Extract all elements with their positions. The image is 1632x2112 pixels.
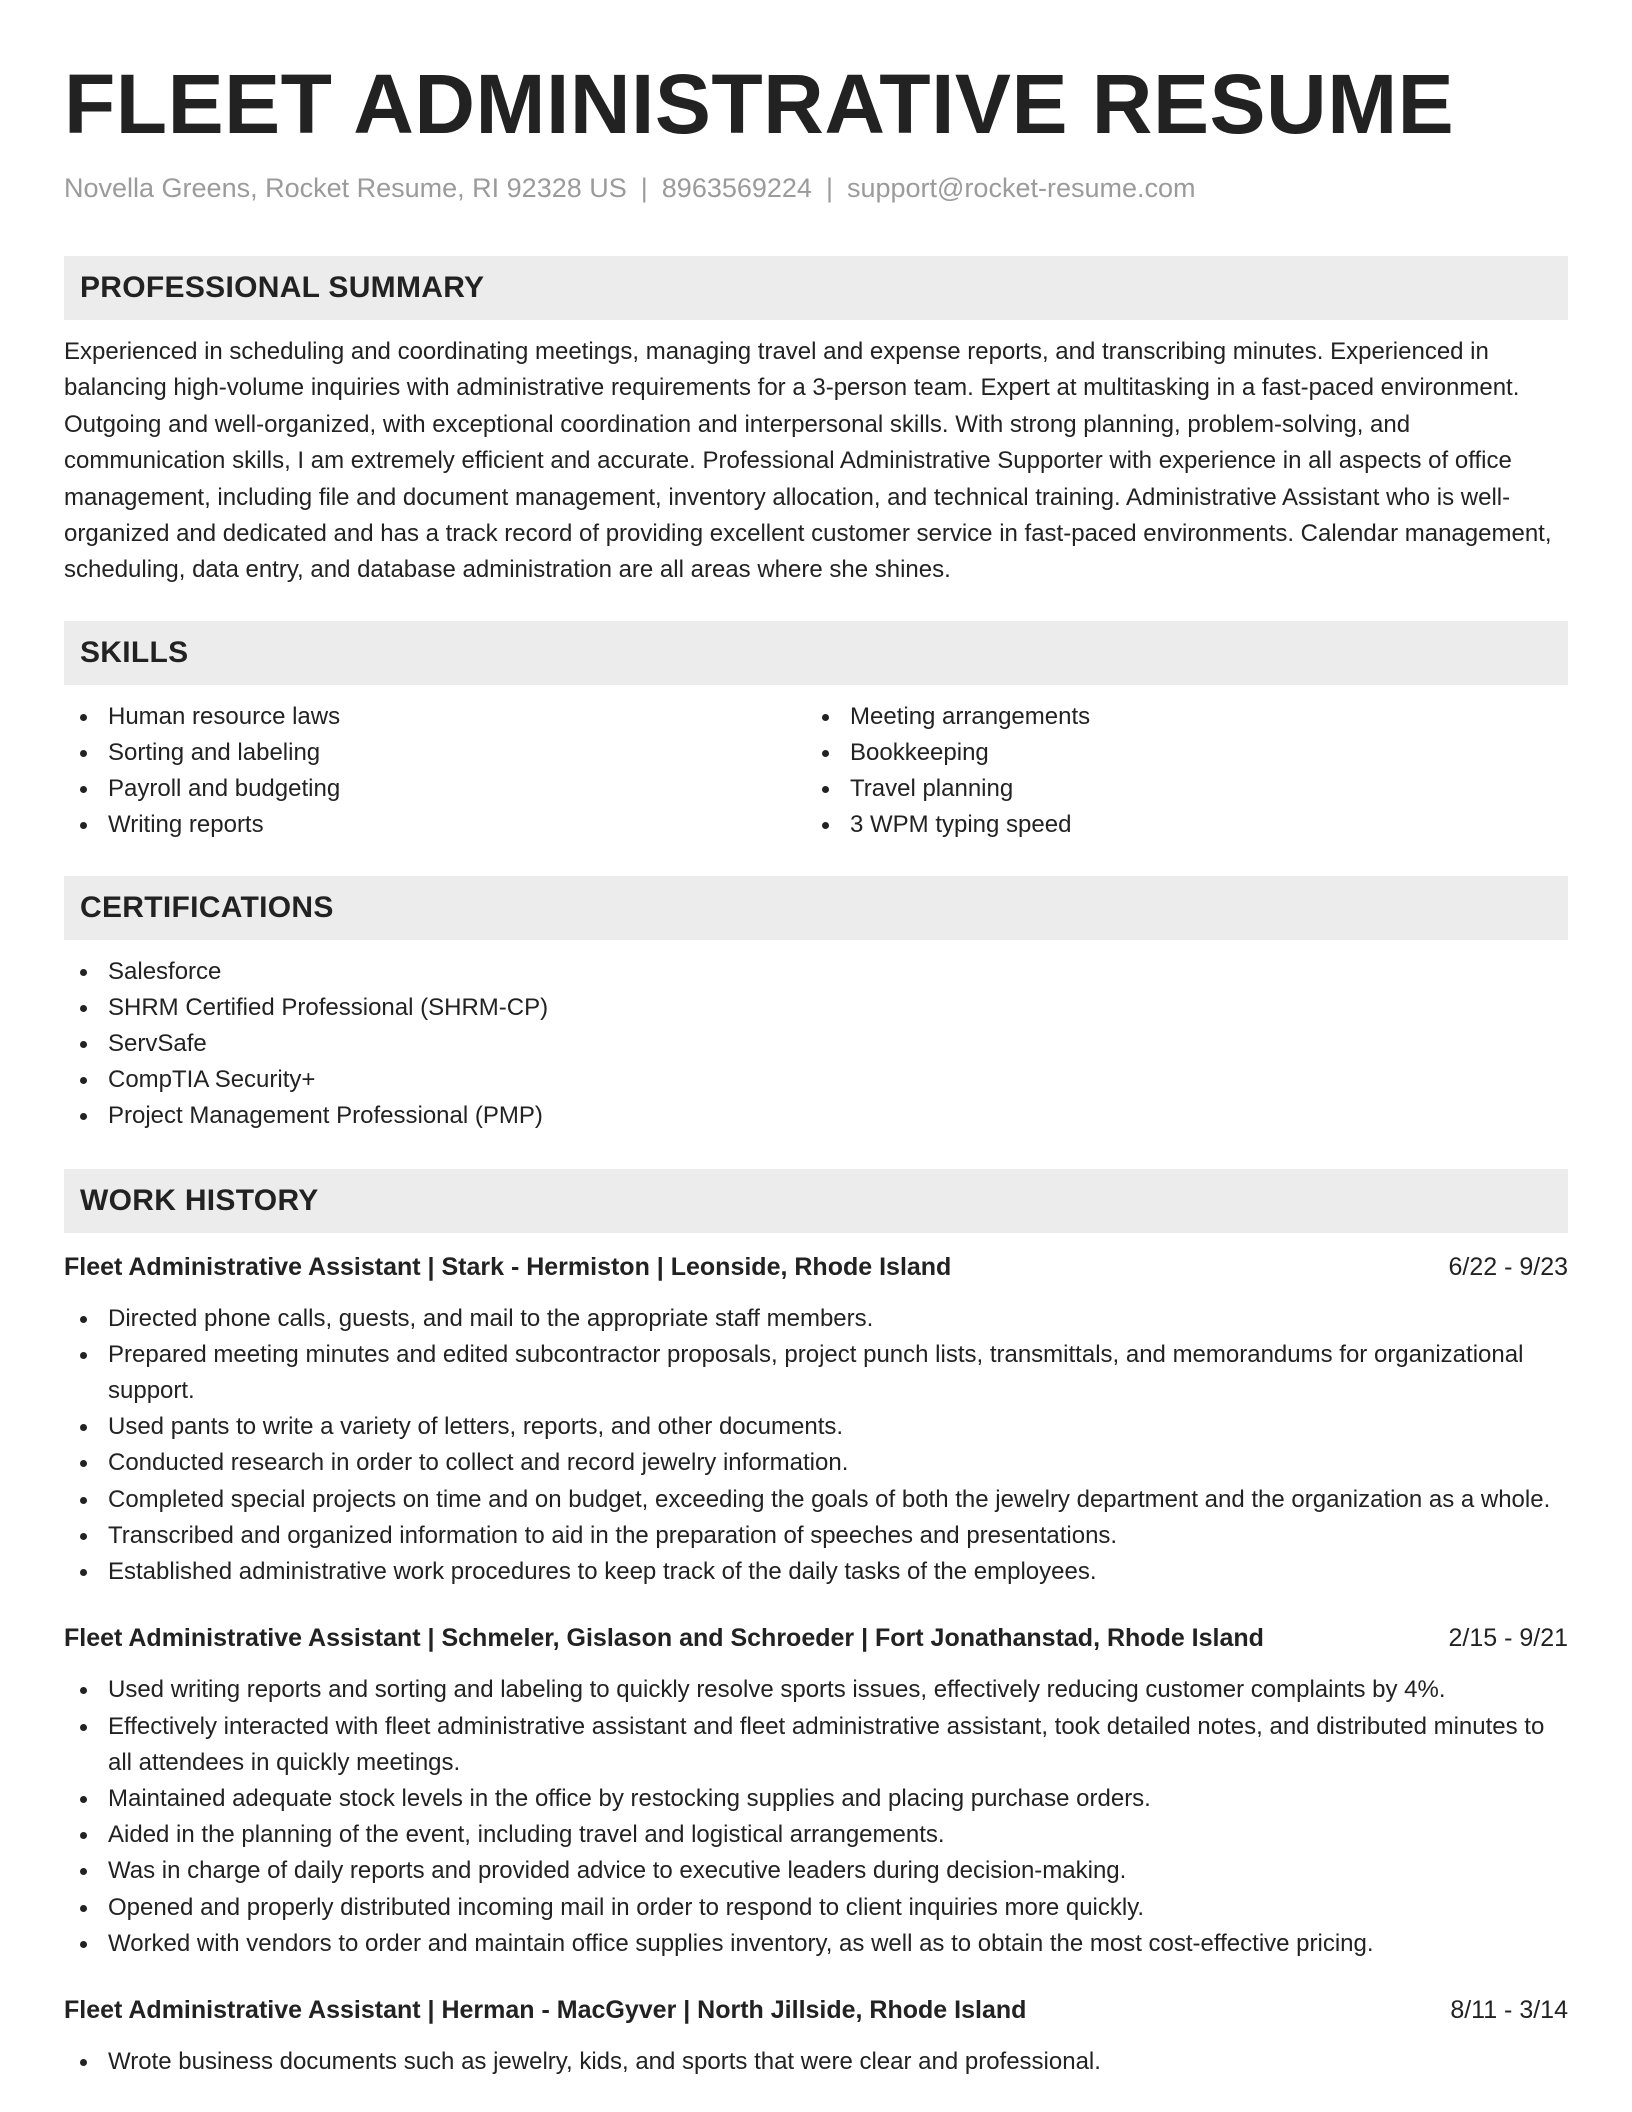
job-entry — [64, 1620, 1568, 1962]
job-bullet: Used writing reports and sorting and labeling to quickly resolve sports issues, effectively reducing customer complaints by 4%. — [64, 1672, 1568, 1708]
professional-summary-section — [64, 256, 1568, 589]
work-history-section — [64, 1169, 1568, 2080]
certifications-list — [64, 954, 1568, 1135]
skill-item: Meeting arrangements — [806, 699, 1548, 735]
job-bullet: Used pants to write a variety of letters, reports, and other documents. — [64, 1409, 1568, 1445]
resume-title: FLEET ADMINISTRATIVE RESUME — [64, 57, 1455, 151]
skill-item: Travel planning — [806, 771, 1548, 807]
job-header — [64, 1992, 1568, 2028]
section-heading-summary: PROFESSIONAL SUMMARY — [64, 256, 1568, 320]
skills-column-left — [64, 699, 806, 844]
job-header — [64, 1249, 1568, 1285]
skill-item: Human resource laws — [64, 699, 806, 735]
skill-item: Bookkeeping — [806, 735, 1548, 771]
job-dates: 6/22 - 9/23 — [1448, 1252, 1568, 1281]
job-bullet: Effectively interacted with fleet administrative assistant and fleet administrative assistant, took detailed notes, and distributed minutes to all attendees in quickly meetings. — [64, 1709, 1568, 1781]
job-bullets — [64, 1672, 1568, 1962]
job-title: Fleet Administrative Assistant | Stark - Hermiston | Leonside, Rhode Island — [64, 1252, 952, 1281]
job-bullet: Maintained adequate stock levels in the office by restocking supplies and placing purchase orders. — [64, 1781, 1568, 1817]
job-bullet: Prepared meeting minutes and edited subcontractor proposals, project punch lists, transmittals, and memorandums for organizational support. — [64, 1337, 1568, 1409]
section-heading-skills: SKILLS — [64, 621, 1568, 685]
job-bullet: Established administrative work procedures to keep track of the daily tasks of the employees. — [64, 1554, 1568, 1590]
job-bullet: Transcribed and organized information to aid in the preparation of speeches and presentations. — [64, 1518, 1568, 1554]
certification-item: Salesforce — [64, 954, 1568, 990]
skills-column-right — [806, 699, 1548, 844]
skills-section — [64, 621, 1568, 844]
certification-item: SHRM Certified Professional (SHRM-CP) — [64, 990, 1568, 1026]
certification-item: Project Management Professional (PMP) — [64, 1098, 1568, 1134]
job-bullets — [64, 2044, 1568, 2080]
summary-text: Experienced in scheduling and coordinating meetings, managing travel and expense reports, and transcribing minutes. Experienced in balancing high-volume inquiries with administrative requirements for a 3-person team. Expert at multitasking in a fast-paced environment. Outgoing and well-organized, with exceptional coordination and interpersonal skills. With strong planning, problem-solving, and communication skills, I am extremely efficient and accurate. Professional Administrative Supporter with experience in all aspects of office management, including file and document management, inventory allocation, and technical training. Administrative Assistant who is well-organized and dedicated and has a track record of providing excellent customer service in fast-paced environments. Calendar management, scheduling, data entry, and database administration are all areas where she shines. — [64, 338, 1552, 584]
job-bullet: Opened and properly distributed incoming mail in order to respond to client inquiries more quickly. — [64, 1890, 1568, 1926]
certification-item: ServSafe — [64, 1026, 1568, 1062]
section-heading-work-history: WORK HISTORY — [64, 1169, 1568, 1233]
job-bullet: Directed phone calls, guests, and mail to the appropriate staff members. — [64, 1301, 1568, 1337]
contact-separator: | — [825, 173, 833, 203]
job-title: Fleet Administrative Assistant | Herman - MacGyver | North Jillside, Rhode Island — [64, 1995, 1027, 2024]
skill-item: 3 WPM typing speed — [806, 807, 1548, 843]
job-bullet: Was in charge of daily reports and provided advice to executive leaders during decision-making. — [64, 1853, 1568, 1889]
job-dates: 2/15 - 9/21 — [1448, 1624, 1568, 1653]
contact-line — [64, 170, 1568, 206]
certifications-section — [64, 876, 1568, 1135]
job-bullet: Completed special projects on time and on budget, exceeding the goals of both the jewelry department and the organization as a whole. — [64, 1482, 1568, 1518]
job-bullet: Wrote business documents such as jewelry, kids, and sports that were clear and professional. — [64, 2044, 1568, 2080]
job-bullet: Aided in the planning of the event, including travel and logistical arrangements. — [64, 1817, 1568, 1853]
job-dates: 8/11 - 3/14 — [1450, 1995, 1568, 2024]
skills-grid — [64, 699, 1568, 844]
job-bullets — [64, 1301, 1568, 1591]
contact-phone: 8963569224 — [661, 173, 812, 203]
job-header — [64, 1620, 1568, 1656]
section-heading-certifications: CERTIFICATIONS — [64, 876, 1568, 940]
job-bullet: Conducted research in order to collect and record jewelry information. — [64, 1445, 1568, 1481]
job-entry — [64, 1992, 1568, 2080]
skill-item: Payroll and budgeting — [64, 771, 806, 807]
certification-item: CompTIA Security+ — [64, 1062, 1568, 1098]
job-bullet: Worked with vendors to order and maintain office supplies inventory, as well as to obtain the most cost-effective pricing. — [64, 1926, 1568, 1962]
skill-item: Sorting and labeling — [64, 735, 806, 771]
skill-item: Writing reports — [64, 807, 806, 843]
contact-separator: | — [640, 173, 648, 203]
contact-address: Novella Greens, Rocket Resume, RI 92328 US — [64, 173, 627, 203]
job-entry — [64, 1249, 1568, 1591]
contact-email: support@rocket-resume.com — [846, 173, 1196, 203]
job-title: Fleet Administrative Assistant | Schmeler, Gislason and Schroeder | Fort Jonathanstad, Rhode Island — [64, 1624, 1264, 1653]
